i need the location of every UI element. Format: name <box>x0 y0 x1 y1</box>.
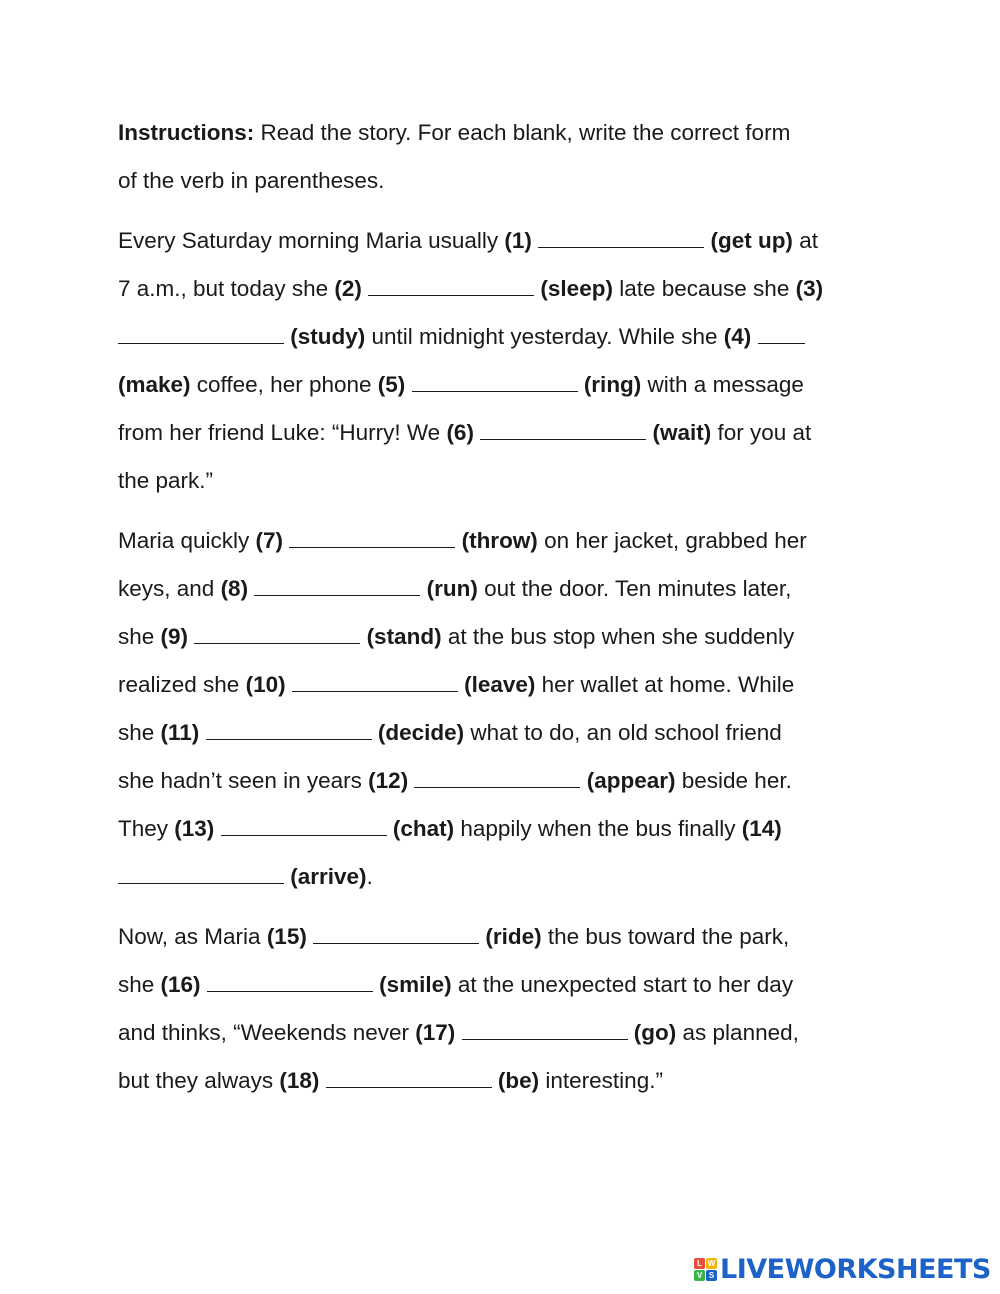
text-line <box>118 613 888 661</box>
text-line <box>118 517 888 565</box>
verb-hint: (study) <box>290 324 366 349</box>
instructions-paragraph <box>118 109 888 205</box>
verb-hint: (make) <box>118 372 191 397</box>
story-paragraph-1 <box>118 217 888 505</box>
verb-hint: (run) <box>426 576 478 601</box>
blank-number: (1) <box>504 228 532 253</box>
text-line <box>118 853 888 901</box>
instructions-text: of the verb in parentheses. <box>118 168 385 193</box>
story-text: she <box>118 972 161 997</box>
verb-hint: (arrive) <box>290 864 367 889</box>
story-text: but they always <box>118 1068 280 1093</box>
answer-blank-5[interactable] <box>412 374 578 392</box>
text-line <box>118 661 888 709</box>
text-line <box>118 1057 888 1105</box>
answer-blank-12[interactable] <box>414 770 580 788</box>
story-text: what to do, an old school friend <box>464 720 782 745</box>
story-text: Maria quickly <box>118 528 256 553</box>
story-text: the bus toward the park, <box>541 924 790 949</box>
logo-text: LIVEWORKSHEETS <box>720 1253 991 1285</box>
verb-hint: (ride) <box>485 924 542 949</box>
story-text: Every Saturday morning Maria usually <box>118 228 505 253</box>
blank-number: (9) <box>160 624 189 649</box>
story-text: coffee, her phone <box>190 372 378 397</box>
answer-blank-13[interactable] <box>221 818 387 836</box>
blank-number: (15) <box>266 924 307 949</box>
story-text: Now, as Maria <box>118 924 267 949</box>
answer-blank-8[interactable] <box>254 578 420 596</box>
story-text: her wallet at home. While <box>535 672 795 697</box>
blank-number: (3) <box>795 276 824 301</box>
blank-number: (6) <box>446 420 474 445</box>
answer-blank-15[interactable] <box>313 926 479 944</box>
blank-number: (7) <box>255 528 284 553</box>
verb-hint: (be) <box>497 1068 540 1093</box>
story-paragraph-2 <box>118 517 888 901</box>
blank-number: (4) <box>723 324 752 349</box>
story-text: happily when the bus finally <box>454 816 742 841</box>
text-line <box>118 757 888 805</box>
logo-mark-icon <box>694 1258 717 1281</box>
text-line <box>118 361 888 409</box>
answer-blank-2[interactable] <box>368 278 534 296</box>
blank-number: (5) <box>377 372 406 397</box>
verb-hint: (sleep) <box>540 276 613 301</box>
answer-blank-3[interactable] <box>118 326 284 344</box>
verb-hint: (throw) <box>461 528 538 553</box>
story-text: until midnight yesterday. While she <box>365 324 724 349</box>
verb-hint: (appear) <box>586 768 676 793</box>
story-text: the park.” <box>118 468 214 493</box>
blank-number: (16) <box>160 972 201 997</box>
story-text: she hadn’t seen in years <box>118 768 369 793</box>
verb-hint: (go) <box>633 1020 677 1045</box>
story-text: 7 a.m., but today she <box>118 276 335 301</box>
story-text: and thinks, “Weekends never <box>118 1020 416 1045</box>
text-line <box>118 313 888 361</box>
verb-hint: (leave) <box>464 672 536 697</box>
blank-number: (14) <box>741 816 782 841</box>
verb-hint: (get up) <box>710 228 793 253</box>
story-text: she <box>118 624 161 649</box>
text-line <box>118 157 888 205</box>
answer-blank-1[interactable] <box>538 230 704 248</box>
blank-number: (2) <box>334 276 362 301</box>
story-text: from her friend Luke: “Hurry! We <box>118 420 447 445</box>
text-line <box>118 109 888 157</box>
story-text: at the unexpected start to her day <box>451 972 794 997</box>
text-line <box>118 1009 888 1057</box>
blank-number: (11) <box>160 720 200 745</box>
story-text: out the door. Ten minutes later, <box>477 576 792 601</box>
liveworksheets-logo[interactable] <box>694 1254 991 1284</box>
text-line <box>118 565 888 613</box>
answer-blank-16[interactable] <box>207 974 373 992</box>
blank-number: (13) <box>174 816 215 841</box>
text-line <box>118 265 888 313</box>
logo-tile: V <box>694 1270 705 1281</box>
story-text: as planned, <box>676 1020 799 1045</box>
answer-blank-11[interactable] <box>206 722 372 740</box>
answer-blank-9[interactable] <box>194 626 360 644</box>
answer-blank-7[interactable] <box>289 530 455 548</box>
text-line <box>118 913 888 961</box>
answer-blank-10[interactable] <box>292 674 458 692</box>
text-line <box>118 961 888 1009</box>
answer-blank-4[interactable] <box>758 326 805 344</box>
story-text: at <box>792 228 818 253</box>
story-paragraph-3 <box>118 913 888 1105</box>
answer-blank-18[interactable] <box>326 1070 492 1088</box>
story-text: . <box>366 864 373 889</box>
story-text: for you at <box>711 420 812 445</box>
verb-hint: (decide) <box>377 720 465 745</box>
verb-hint: (wait) <box>652 420 712 445</box>
text-line <box>118 457 888 505</box>
story-text: on her jacket, grabbed her <box>537 528 807 553</box>
verb-hint: (smile) <box>379 972 452 997</box>
answer-blank-6[interactable] <box>480 422 646 440</box>
instructions-label: Instructions: <box>118 120 255 145</box>
story-text: keys, and <box>118 576 221 601</box>
verb-hint: (chat) <box>392 816 455 841</box>
worksheet-content <box>118 109 888 1117</box>
blank-number: (12) <box>368 768 409 793</box>
story-text: beside her. <box>675 768 792 793</box>
story-text: she <box>118 720 161 745</box>
story-text: at the bus stop when she suddenly <box>441 624 795 649</box>
text-line <box>118 805 888 853</box>
logo-tile: S <box>706 1270 717 1281</box>
instructions-text: Read the story. For each blank, write the correct form <box>254 120 791 145</box>
text-line <box>118 409 888 457</box>
text-line <box>118 709 888 757</box>
logo-tile: W <box>707 1258 716 1268</box>
story-text: late because she <box>612 276 796 301</box>
story-text: interesting.” <box>539 1068 663 1093</box>
blank-number: (18) <box>279 1068 320 1093</box>
answer-blank-14[interactable] <box>118 866 284 884</box>
verb-hint: (ring) <box>583 372 642 397</box>
verb-hint: (stand) <box>366 624 442 649</box>
blank-number: (8) <box>220 576 249 601</box>
story-text: realized she <box>118 672 246 697</box>
blank-number: (10) <box>245 672 286 697</box>
story-text: with a message <box>641 372 804 397</box>
blank-number: (17) <box>415 1020 456 1045</box>
text-line <box>118 217 888 265</box>
logo-tile: L <box>694 1258 705 1269</box>
story-text: They <box>118 816 175 841</box>
answer-blank-17[interactable] <box>462 1022 628 1040</box>
